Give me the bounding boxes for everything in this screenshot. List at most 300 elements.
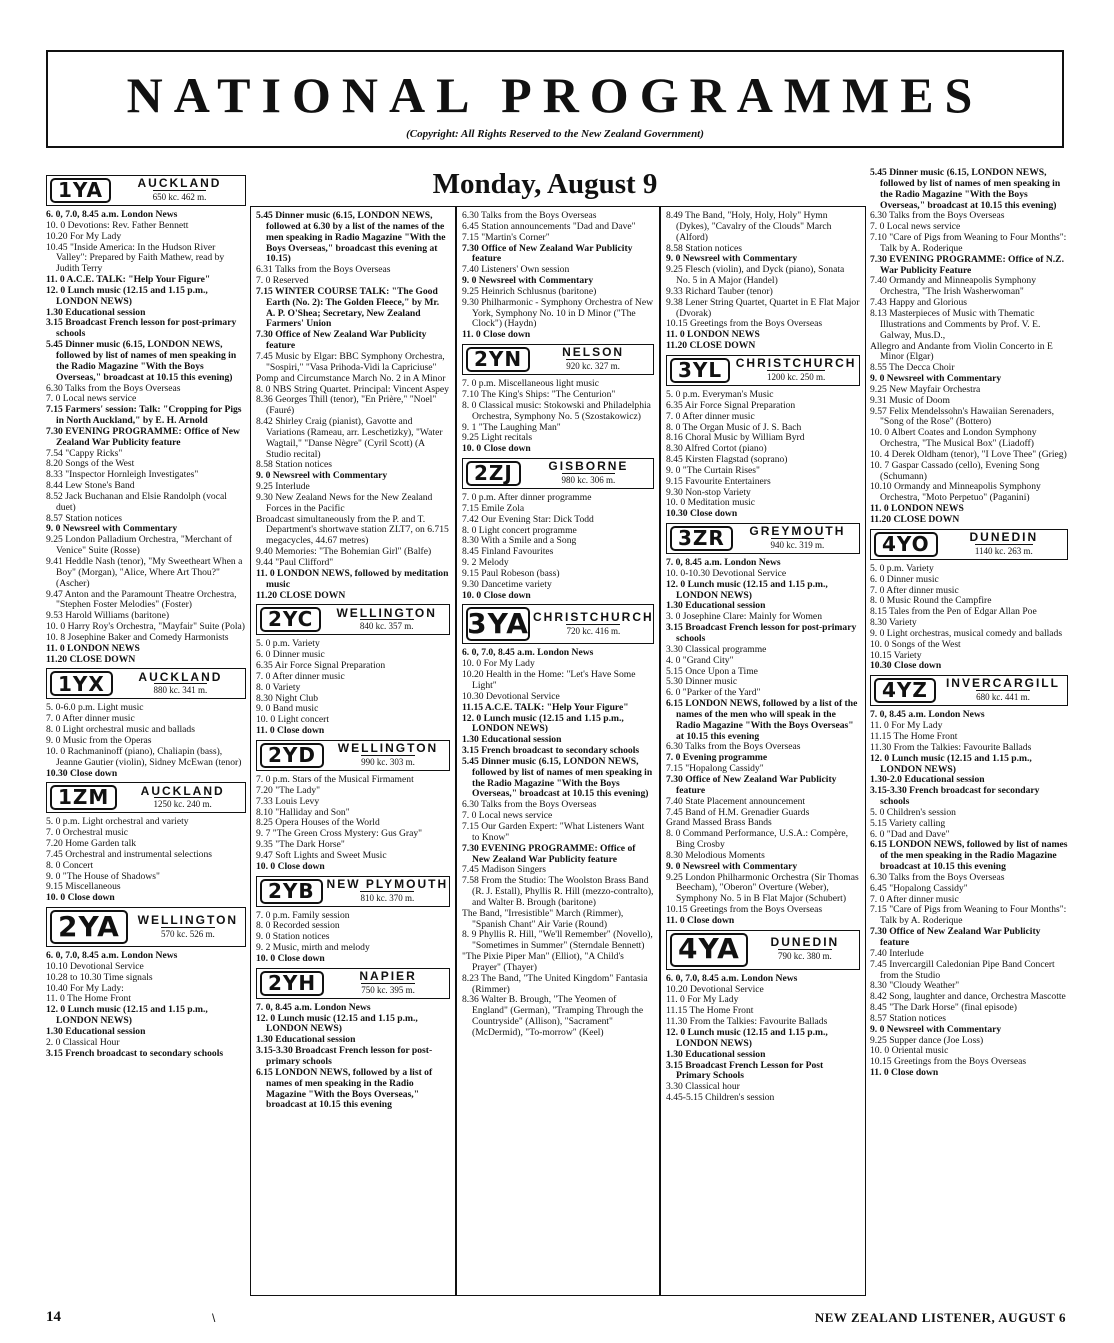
station-info [939,676,1067,705]
programme-entry: 10. 0 Albert Coates and London Symphony Orchestra, "The Musical Box" (Liadoff) [870,427,1037,450]
station-frequency: 990 kc. 303 m. [361,756,415,767]
programme-entry: 7.30 EVENING PROGRAMME: Office of New Zealand War Publicity feature [462,842,636,865]
programme-entry: 3.30 Classical programme [666,643,767,655]
programme-entry: 10. 0 Close down [256,952,325,964]
station-city: WELLINGTON [336,605,437,620]
programme-entry: 9. 2 Melody [462,557,509,569]
station-callsign: 3ZR [670,526,733,551]
programme-entry: 7. 0 Reserved [256,275,309,287]
programme-entry: 8.52 Jack Buchanan and Elsie Randolph (vocal duet) [46,490,227,513]
station-callsign: 2YC [260,607,321,632]
programme-entry: 7.30 Office of New Zealand War Publicity feature [666,773,837,796]
programme-entry: 11. 0 LONDON NEWS [666,329,760,341]
station-frequency: 720 kc. 416 m. [566,625,621,636]
programme-entry: 3. 0 Josephine Clare: Mainly for Women [666,611,822,623]
programme-entry: 8.49 The Band, "Holy, Holy, Holy" Hymn (Dykes), "Cavalry of the Clouds" March (Alford) [666,210,832,243]
programme-entry: 10. 8 Josephine Baker and Comedy Harmonists [46,631,229,643]
programme-entry: 7.20 "The Lady" [256,784,321,796]
programme-entry: 9.33 Richard Tauber (tenor) [666,285,773,297]
station-header-3zr [666,523,860,554]
programme-entry: 3.15-3.30 Broadcast French lesson for post-primary schools [256,1045,433,1067]
programme-entry: 5. 0 Children's session [870,806,956,818]
station-callsign: 2YD [260,743,324,768]
station-city: NEW PLYMOUTH [326,876,449,891]
programme-entry: 8. 0 Classical music: Stokowski and Philadelphia Orchestra, Symphony No. 5 (Szostakowicz) [462,399,651,422]
programme-entry: 7.30 Office of New Zealand War Publicity feature [462,242,633,265]
programme-entry: 3.15 French broadcast to secondary schools [462,745,640,757]
station-frequency: 680 kc. 441 m. [976,692,1030,703]
station-frequency: 570 kc. 526 m. [161,928,215,939]
station-header-2yh [256,968,450,999]
programme-entry: 8. 9 Phyllis R. Hill, "We'll Remember" (Novello), "Sometimes in Summer" (Sterndale Bennett) [462,929,653,952]
programme-entry: 7.30 EVENING PROGRAMME: Office of N.Z. War Publicity Feature [870,253,1064,276]
programme-entry: 7. 0 p.m. Stars of the Musical Firmament [256,773,414,785]
station-info [324,605,449,634]
programme-entry: 3.15 Broadcast French lesson for post-primary schools [666,622,857,644]
programme-entry: 9. 0 "The Curtain Rises" [666,464,760,476]
station-city: CHRISTCHURCH [533,610,654,625]
station-callsign: 2YN [466,347,530,372]
programme-entry: 2. 0 Classical Hour [46,1036,120,1048]
programme-entry: 9.30 Non-stop Variety [666,486,751,498]
programme-entry: 9.40 Memories: "The Bohemian Girl" (Balfe) [256,546,432,558]
programme-entry: 10. 0 Meditation music [666,497,755,509]
column-2 [250,206,456,1296]
programme-entry: 8.57 Station notices [870,1012,946,1024]
programme-entry: 6. 0, 7.0, 8.45 a.m. London News [46,950,178,962]
programme-entry: 9. 0 Newsreel with Commentary [870,373,1002,385]
programme-entry: 10. 0 For My Lady [462,658,535,670]
station-frequency: 880 kc. 341 m. [153,685,208,696]
programme-entry: 3.15 Broadcast French lesson for post-primary schools [46,317,237,340]
programme-entry: 5. 0-6.0 p.m. Light music [46,702,144,714]
programme-entry: 10.30 Close down [46,767,118,779]
programme-entry: 1.30-2.0 Educational session [870,774,985,786]
programme-entry: 9. 0 "The House of Shadows" [46,870,160,882]
programme-entry: 7.15 Farmers' session: Talk: "Cropping for Pigs in North Auckland," by E. H. Arnold [46,404,242,427]
programme-entry: 4.45-5.15 Children's session [666,1092,775,1104]
programme-entry: 6. 0 Dinner music [256,649,325,661]
programme-entry: 9. 0 Newsreel with Commentary [666,860,798,872]
station-callsign: 4YZ [874,678,936,703]
programme-entry: 11. 0 For My Lady [870,720,943,732]
programme-entry: 7.40 Interlude [870,947,924,959]
programme-entry: 11.20 CLOSE DOWN [256,589,346,601]
programme-entry: 7.40 State Placement announcement [666,795,806,807]
programme-entry: 10. 0 Rachmaninoff (piano), Chaliapin (bass), Jeanne Gautier (violin), Sidney McEwan (tenor) [46,745,242,768]
station-frequency: 750 kc. 395 m. [361,984,415,995]
page-number: 14 [46,1309,61,1325]
programme-entry: 12. 0 Lunch music (12.15 and 1.15 p.m., LONDON NEWS) [46,284,208,307]
programme-entry: 11.20 CLOSE DOWN [46,653,136,665]
programme-entry: 8.44 Lew Stone's Band [46,480,135,492]
programme-entry: 7.15 "Care of Pigs from Weaning to Four Months": Talk by A. Roderique [870,904,1067,927]
programme-entry: 7. 0 Local news service [46,393,137,405]
programme-entry: 9.57 Felix Mendelssohn's Hawaiian Serenaders, "Song of the Rose" (Bottero) [870,405,1054,428]
programme-entry: 10. 0 Devotions: Rev. Father Bennett [46,219,189,231]
programme-entry: 8.30 Melodious Moments [666,849,765,861]
station-callsign: 2YH [260,971,324,996]
programme-entry: 6.30 Talks from the Boys Overseas [666,741,801,753]
programme-entry: 8.57 Station notices [46,512,122,524]
station-callsign: 1YX [50,671,113,696]
programme-entry: 7.15 WINTER COURSE TALK: "The Good Earth (No. 2): The Golden Fleece," by Mr. A. P. O'Shea; Secretary, New Zealand Farmers' Union [256,285,440,330]
programme-entry: 11.15 The Home Front [666,1005,754,1017]
margin-mark: \ [212,1311,216,1325]
programme-entry: 6.15 LONDON NEWS, followed by a list of the names of the men who will speak in the Radio Magazine "With the Boys Overseas" at 10.15 this evening [666,698,858,742]
programme-entry: 11.20 CLOSE DOWN [870,514,960,525]
programme-entry: 9. 0 Newsreel with Commentary [462,275,594,287]
programme-entry: 12. 0 Lunch music (12.15 and 1.15 p.m., LONDON NEWS) [462,712,624,735]
programme-entry: 8. 0 The Organ Music of J. S. Bach [666,421,802,433]
programme-entry: 7. 0 Evening programme [666,752,768,764]
programme-entry: 7.30 Office of New Zealand War Publicity feature [870,926,1041,948]
programme-entry: 7. 0 Orchestral music [46,827,129,839]
programme-entry: 9. 0 Newsreel with Commentary [666,253,798,265]
programme-entry: 7.45 Orchestral and instrumental selections [46,848,212,860]
programme-entry: 9.38 Lener String Quartet, Quartet in E Flat Major (Dvorak) [666,296,860,319]
copyright-notice: (Copyright: All Rights Reserved to the New Zealand Government) [406,128,704,140]
programme-entry: 11.20 CLOSE DOWN [666,340,756,352]
programme-entry: 8. 0 Recorded session [256,920,340,932]
station-header-2yc [256,604,450,635]
programme-entry: 8.42 Shirley Craig (pianist), Gavotte and Variations (Rameau, arr. Leschetizky), "Water Wagtail," "Danse Nègre" (Cyril Scott) (A Studio recital) [256,416,443,460]
programme-entry: 7. 0 After dinner music [870,584,959,596]
programme-entry: 5.30 Dinner music [666,676,738,688]
station-header-2yd [256,740,450,771]
programme-entry: 7.43 Happy and Glorious [870,297,967,309]
programme-entry: 8.23 The Band, "The United Kingdom" Fantasia (Rimmer) [462,972,648,995]
programme-entry: 8.15 Tales from the Pen of Edgar Allan Poe [870,606,1037,618]
programme-entry: 7. 0, 8.45 a.m. London News [870,709,985,721]
programme-entry: Grand Massed Brass Bands [666,817,772,829]
column-5 [870,168,1068,1302]
station-callsign: 4YO [874,532,938,557]
station-header-1yx [46,668,246,699]
station-frequency: 1140 kc. 263 m. [974,545,1033,556]
programme-entry: 6.31 Talks from the Boys Overseas [256,264,391,276]
station-callsign: 2ZJ [466,461,521,486]
programme-entry: 8. 0 Music Round the Campfire [870,595,992,607]
programme-entry: 3.15 French broadcast to secondary schools [46,1047,224,1059]
programme-entry: 7.42 Our Evening Star: Dick Todd [462,513,594,525]
station-info [533,345,653,374]
station-frequency: 940 kc. 319 m. [770,540,825,551]
programme-entry: 10. 0 Oriental music [870,1045,949,1057]
programme-entry: "The Pixie Piper Man" (Elliot), "A Child's Prayer" (Thayer) [462,951,624,973]
programme-entry: 11. 0 Close down [462,329,531,341]
station-callsign: 3YA [467,607,529,641]
column-1 [46,172,246,1302]
programme-entry: 6.15 LONDON NEWS, followed by a list of names of men speaking in the Radio Magazine "With the Boys Overseas," broadcast at 10.15 this evening [256,1066,433,1111]
station-city: DUNEDIN [969,530,1039,544]
programme-entry: 5. 0 p.m. Everyman's Music [666,388,774,400]
programme-entry: 8.36 Georges Thill (tenor), "En Prière," "Noel" (Fauré) [256,394,437,417]
programme-entry: 8. 0 Light orchestral music and ballads [46,724,195,736]
programme-entry: 6.30 Talks from the Boys Overseas [870,871,1005,883]
programme-entry: 6.30 Talks from the Boys Overseas [46,382,181,394]
programme-entry: 10. 0 Close down [462,589,531,601]
programme-entry: 9.25 New Mayfair Orchestra [870,383,981,395]
programme-entry: 5.45 Dinner music (6.15, LONDON NEWS, followed by list of names of men speaking in the Radio Magazine "With the Boys Overseas," broadcast at 10.15 this evening) [46,339,237,383]
programme-entry: 11. 0 Close down [666,914,735,926]
programme-entry: 7.15 "Martin's Corner" [462,231,550,243]
programme-entry: 8.20 Songs of the West [46,458,135,470]
programme-entry: 6. 0 "Parker of the Yard" [666,687,761,699]
programme-entry: 8. 0 Command Performance, U.S.A.: Compère, Bing Crosby [666,828,848,851]
programme-entry: 7. 0 Local news service [462,810,553,822]
station-callsign: 1YA [50,178,111,203]
station-header-2yn [462,344,654,375]
programme-entry: 3.15 Broadcast French Lesson for Post Primary Schools [666,1059,824,1082]
programme-entry: 7.10 The King's Ships: "The Centurion" [462,388,616,400]
programme-entry: 5.45 Dinner music (6.15, LONDON NEWS, followed by list of names of men speaking in the Radio Magazine "With the Boys Overseas," broadcast at 10.15 this evening) [462,755,653,800]
programme-entry: 5.15 Once Upon a Time [666,665,758,677]
programme-entry: 9. 0 Newsreel with Commentary [256,470,388,482]
programme-entry: 7.45 Invercargill Caledonian Pipe Band Concert from the Studio [870,958,1055,981]
programme-entry: 7.10 "Care of Pigs from Weaning to Four Months": Talk by A. Roderique [870,232,1067,254]
station-info [533,605,654,643]
station-header-2yb [256,876,450,907]
programme-entry: 6. 0 Dinner music [870,573,939,585]
station-info [327,741,449,770]
programme-entry: 8.16 Choral Music by William Byrd [666,432,805,444]
programme-entry: 7. 0 After dinner music [870,893,959,905]
programme-entry: 7. 0 After dinner music [666,410,755,422]
programme-entry: 10.40 For My Lady: [46,982,124,994]
programme-entry: 9. 0 Station notices [256,931,330,943]
masthead-banner [46,50,1064,148]
station-info [326,877,449,906]
programme-entry: 5. 0 p.m. Variety [256,638,320,650]
programme-entry: 7.45 Band of H.M. Grenadier Guards [666,806,810,818]
programme-entry: 5. 0 p.m. Variety [870,562,934,574]
programme-entry: 8.36 Walter B. Brough, "The Yeomen of England" (German), "Tramping Through the Countryside" (Allison), "Sacrament" (McDermid), "To-morrow" (Keel) [462,994,644,1038]
programme-entry: 8.45 "The Dark Horse" (final episode) [870,1002,1017,1014]
programme-entry: 10.30 Close down [666,508,738,520]
station-frequency: 790 kc. 380 m. [778,951,832,962]
station-callsign: 1ZM [50,785,117,810]
programme-entry: 10.45 "Inside America: In the Hudson River Valley": Prepared by Faith Mathew, read by Judith Terry [46,241,225,275]
programme-entry: 9. 0 Newsreel with Commentary [46,523,178,535]
programme-entry: 1.30 Educational session [46,1026,146,1037]
programme-entry: 12. 0 Lunch music (12.15 and 1.15 p.m., LONDON NEWS) [870,752,1032,775]
programme-entry: 9.25 Heinrich Schlusnus (baritone) [462,285,597,297]
programme-entry: 10.15 Greetings from the Boys Overseas [870,1056,1027,1068]
programme-entry: 7. 0 After dinner music [46,713,135,725]
station-callsign: 2YB [260,879,323,904]
programme-entry: 10. 0 Harry Roy's Orchestra, "Mayfair" Suite (Pola) [46,621,245,633]
station-info [116,669,245,698]
programme-entry: 7.33 Louis Levy [256,795,320,807]
station-city: AUCKLAND [137,176,222,191]
programme-entry: 8.13 Masterpieces of Music with Thematic Illustrations and Comments by Prof. V. E. Galway, Mus.D., [870,307,1041,341]
programme-entry: 9.25 Light recitals [462,432,533,444]
programme-entry: 9. 1 "The Laughing Man" [462,421,561,433]
programme-entry: Allegro and Andante from Violin Concerto in E Minor (Elgar) [870,340,1053,363]
programme-entry: 5. 0 p.m. Light orchestral and variety [46,816,189,828]
programme-entry: 7.40 Ormandy and Minneapolis Symphony Orchestra, "The Irish Washerwoman" [870,275,1037,298]
programme-entry: 9. 0 Band music [256,703,319,715]
station-header-4yz [870,675,1068,706]
station-callsign: 4YA [670,933,748,967]
programme-entry: 12. 0 Lunch music (12.15 and 1.15 p.m., LONDON NEWS) [666,578,828,601]
programme-entry: 11. 0 The Home Front [46,993,132,1005]
programme-entry: 8. 0 NBS String Quartet. Principal: Vincent Aspey [256,383,449,395]
programme-entry: 12. 0 Lunch music (12.15 and 1.15 p.m., LONDON NEWS) [666,1027,828,1049]
programme-entry: 6.30 Talks from the Boys Overseas [870,210,1005,222]
programme-entry: 8.25 Opera Houses of the World [256,817,380,829]
column-3 [456,206,660,1296]
programme-entry: 11. 0 Close down [256,725,325,737]
programme-entry: 9. 0 Light orchestras, musical comedy and ballads [870,627,1063,639]
station-header-3yl [666,355,860,386]
programme-entry: 3.30 Classical hour [666,1081,740,1093]
programme-entry: 6. 0, 7.0, 8.45 a.m. London News [462,647,594,659]
programme-entry: 8. 0 Light concert programme [462,524,577,536]
programme-entry: 1.30 Educational session [256,1034,356,1046]
station-city: GREYMOUTH [749,524,846,539]
programme-entry: 9.44 "Paul Clifford" [256,557,334,568]
station-header-2zj [462,458,654,489]
programme-entry: 8.55 The Decca Choir [870,362,955,374]
station-header-4yo [870,529,1068,560]
programme-entry: 10.20 Health in the Home: "Let's Have Some Light" [462,669,636,691]
programme-entry: 11.15 The Home Front [870,730,958,742]
programme-entry: 8. 0 Concert [46,859,94,871]
programme-entry: 11. 0 Close down [870,1067,939,1079]
programme-entry: 7. 0 p.m. After dinner programme [462,492,592,504]
programme-entry: 6. 0, 7.0, 8.45 a.m. London News [666,972,798,984]
station-frequency: 1200 kc. 250 m. [766,371,826,382]
programme-entry: 9. 2 Music, mirth and melody [256,942,370,954]
programme-entry: 7. 0, 8.45 a.m. London News [256,1001,371,1013]
station-city: AUCKLAND [138,669,223,684]
station-info [327,969,449,998]
programme-entry: 9.25 Flesch (violin), and Dyck (piano), Sonata No. 5 in A Major (Handel) [666,264,845,287]
station-callsign: 3YL [670,358,730,383]
station-city: AUCKLAND [140,783,225,798]
programme-entry: 10.30 Close down [870,660,942,672]
programme-entry: 7.15 Our Garden Expert: "What Listeners Want to Know" [462,820,645,843]
programme-entry: 6. 0 "Dad and Dave" [870,828,950,840]
programme-entry: 9.53 Harold Williams (baritone) [46,610,170,622]
programme-entry: 3.15-3.30 French broadcast for secondary schools [870,785,1040,808]
programme-entry: 5.45 Dinner music (6.15, LONDON NEWS, followed at 6.30 by a list of the names of the men speaking in Radio Magazine "With the Boys Overseas," broadcast this evening at 10.15) [256,210,446,265]
programme-entry: 10. 0 Close down [462,443,531,455]
programme-entry: 1.30 Educational session [666,1048,766,1060]
page-title: NATIONAL PROGRAMMES [126,67,984,123]
programme-entry: 10. 0 Close down [46,892,115,904]
programme-entry: 8.58 Station notices [666,242,742,254]
programme-entry: 8.30 Alfred Cortot (piano) [666,443,767,455]
station-city: CHRISTCHURCH [735,356,857,371]
programme-entry: 10. 0 Close down [256,860,325,872]
programme-entry: 9.35 "The Dark Horse" [256,839,345,851]
programme-entry: 8.45 Finland Favourites [462,546,554,558]
programme-entry: 7. 0 Local news service [870,221,961,233]
programme-entry: 1.30 Educational session [46,306,146,318]
station-info [131,908,245,946]
day-heading: Monday, August 9 [432,168,658,200]
programme-entry: 1.30 Educational session [462,734,562,746]
programme-entry: 6.15 LONDON NEWS, followed by list of names of the men speaking in the Radio Magazine broadcast at 10.15 this evening [870,839,1068,873]
programme-entry: 7.58 From the Studio: The Woolston Brass Band (R. J. Estall), Phyllis R. Hill (mezzo-contralto), and Walter B. Brough (baritone) [462,875,654,908]
station-frequency: 650 kc. 462 m. [152,192,207,202]
programme-entry: 9. 7 "The Green Cross Mystery: Gus Gray" [256,828,423,840]
programme-entry: 9.47 Soft Lights and Sweet Music [256,849,387,861]
programme-entry: 9.30 New Zealand News for the New Zealand Forces in the Pacific [256,491,433,514]
programme-entry: 8.10 "Halliday and Son" [256,806,350,818]
programme-entry: 7.45 Music by Elgar: BBC Symphony Orchestra, "Sospiri," "Vasa Prihoda-Vidi la Capriciuse" [256,350,445,373]
station-frequency: 1250 kc. 240 m. [153,799,212,810]
programme-entry: 9.41 Heddle Nash (tenor), "My Sweetheart When a Boy" (Morgan), "Alice, Where Art Thou?" (Ascher) [46,556,243,589]
station-city: GISBORNE [548,459,629,474]
programme-entry: 6.35 Air Force Signal Preparation [666,399,796,411]
programme-entry: 9.25 London Palladium Orchestra, "Merchant of Venice" Suite (Rosse) [46,534,232,557]
station-city: DUNEDIN [770,935,840,950]
programme-entry: 8.30 Night Club [256,692,319,704]
programme-entry: 9.15 Favourite Entertainers [666,475,771,487]
programme-entry: 11.15 A.C.E. TALK: "Help Your Figure" [462,701,629,713]
programme-entry: 7. 0, 8.45 a.m. London News [666,557,781,569]
station-header-2ya [46,907,246,947]
station-header-1ya [46,175,246,206]
programme-entry: 9.25 Supper dance (Joe Loss) [870,1034,984,1046]
programme-entry: 9.15 Miscellaneous [46,881,121,893]
station-info [120,783,245,812]
programme-entry: 12. 0 Lunch music (12.15 and 1.15 p.m., LONDON NEWS) [46,1004,208,1027]
programme-entry: 9.31 Music of Doom [870,394,950,406]
programme-entry: 9.25 London Philharmonic Orchestra (Sir Thomas Beecham), "Oberon" Overture (Weber), Symphony No. 5 in B Flat Major (Schubert) [666,871,859,905]
programme-entry: 7.30 Office of New Zealand War Publicity feature [256,329,427,352]
programme-entry: 6.35 Air Force Signal Preparation [256,660,386,672]
programme-entry: 7.45 Madison Singers [462,864,546,876]
programme-entry: 7. 0 p.m. Family session [256,909,350,921]
programme-entry: 7.30 EVENING PROGRAMME: Office of New Zealand War Publicity feature [46,425,240,448]
programme-entry: 1.30 Educational session [666,600,766,612]
station-header-4ya [666,930,860,970]
station-city: WELLINGTON [337,741,439,756]
programme-entry: 11.30 From the Talkies: Favourite Ballads [666,1016,828,1028]
programme-entry: Pomp and Circumstance March No. 2 in A Minor [256,372,446,384]
station-city: NELSON [562,345,625,360]
programme-entry: 6. 0, 7.0, 8.45 a.m. London News [46,209,178,220]
programme-entry: 9.15 Paul Robeson (bass) [462,567,560,579]
programme-entry: 5.15 Variety calling [870,817,946,829]
station-city: WELLINGTON [137,912,239,927]
programme-entry: 7. 0 After dinner music [256,670,345,682]
programme-entry: 7.15 Emile Zola [462,502,525,514]
station-info [751,931,859,969]
programme-entry: 8.30 Variety [870,617,917,629]
station-callsign: 2YA [50,910,128,944]
programme-entry: 5.45 Dinner music (6.15, LONDON NEWS, followed by list of names of men speaking in the Radio Magazine "With the Boys Overseas," broadcast at 10.15 this evening) [870,168,1061,211]
programme-entry: 11. 0 For My Lady [666,994,739,1006]
programme-entry: 8.58 Station notices [256,459,332,471]
programme-entry: 10. 0-10.30 Devotional Service [666,567,787,579]
programme-entry: 10.20 For My Lady [46,230,122,242]
programme-entry: 11. 0 LONDON NEWS, followed by meditation music [256,567,449,590]
column-4 [660,206,866,1296]
programme-entry: Broadcast simultaneously from the P. and T. Department's shortwave station ZLT7, on 6.715 megacycles, 44.67 metres) [256,513,449,547]
programme-entry: 4. 0 "Grand City" [666,654,734,666]
programme-entry: 9.47 Anton and the Paramount Theatre Orchestra, "Stephen Foster Melodies" (Foster) [46,588,237,611]
programme-entry: 10. 4 Derek Oldham (tenor), "I Love Thee" (Grieg) [870,448,1067,460]
programme-entry: 10.10 Ormandy and Minneapolis Symphony Orchestra, "Moto Perpetuo" (Paganini) [870,481,1041,504]
station-info [524,459,653,488]
station-info [733,356,859,385]
